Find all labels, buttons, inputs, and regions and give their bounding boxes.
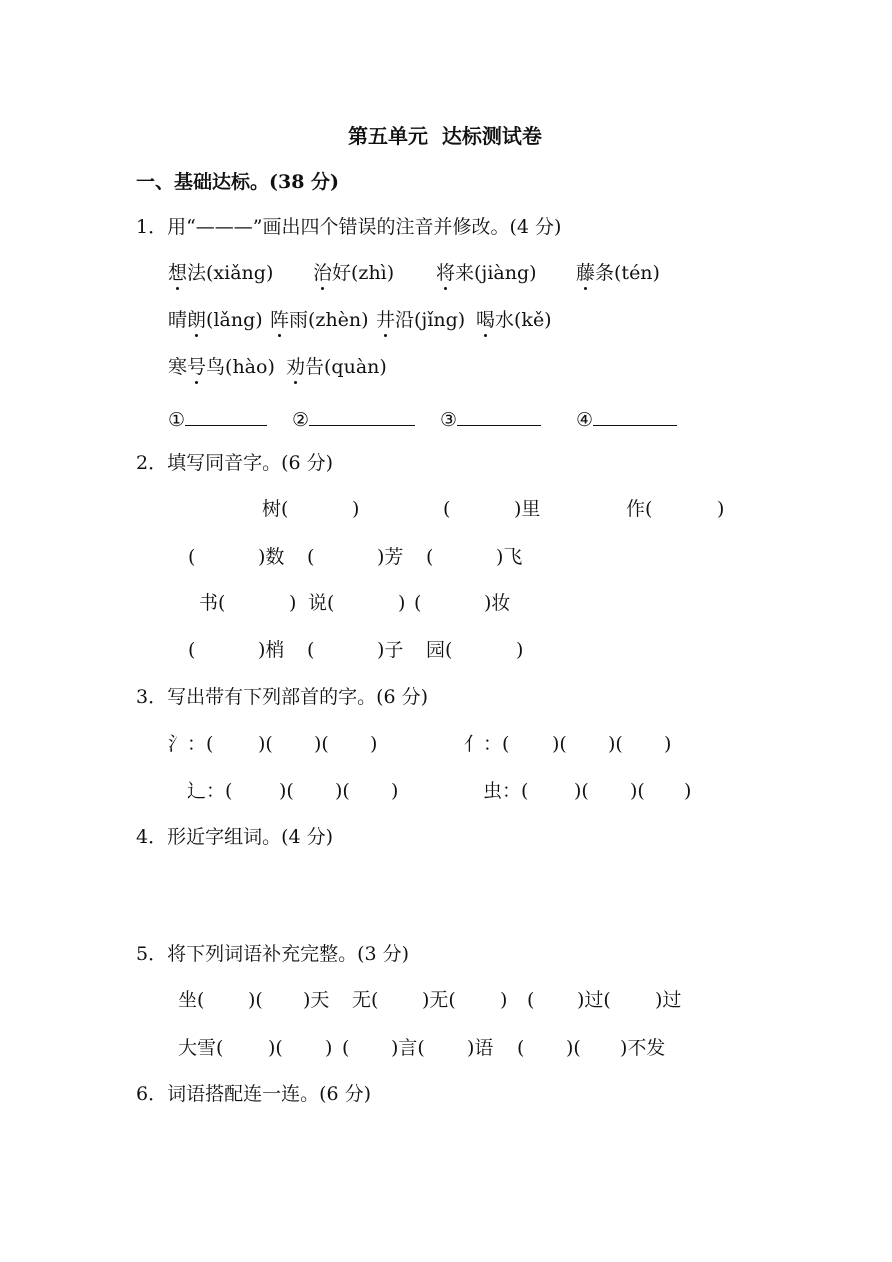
q5-r1-e: )无( — [422, 989, 456, 1011]
question-5-prompt: 5．将下列词语补充完整。(3 分) — [136, 943, 410, 965]
q1-word-4: 藤条(tén) — [576, 262, 660, 284]
q2-r4-b: )梢 — [258, 639, 285, 661]
q1-answer-3[interactable]: ③ — [440, 408, 541, 430]
q3-r2-b: )( — [279, 780, 294, 802]
q2-r2-d: )芳 — [377, 546, 404, 568]
q3-r2-e: 虫：( — [483, 780, 529, 802]
q5-r2-g: ( — [517, 1037, 525, 1059]
q3-r1-a: 氵：( — [168, 733, 214, 755]
q5-r2-d: ( — [342, 1037, 350, 1059]
q1-answer-4[interactable]: ④ — [576, 408, 677, 430]
q1-word-9: 寒号鸟(hào) — [168, 356, 275, 378]
q2-r2-b: )数 — [258, 546, 285, 568]
q2-r2-e: ( — [426, 546, 434, 568]
question-4-prompt: 4．形近字组词。(4 分) — [136, 826, 334, 848]
question-2-prompt: 2．填写同音字。(6 分) — [136, 452, 334, 474]
q1-word-5: 晴朗(lǎng) — [168, 309, 263, 331]
q2-r2-f: )飞 — [496, 546, 523, 568]
question-1-prompt: 1．用“———”画出四个错误的注音并修改。(4 分) — [136, 216, 562, 238]
q3-r1-g: )( — [608, 733, 623, 755]
q2-r1-f: ) — [717, 498, 725, 520]
q2-r3-c: 说( — [308, 592, 335, 614]
q3-r1-e: 亻：( — [464, 733, 510, 755]
q1-answer-2[interactable]: ② — [292, 408, 415, 430]
q5-r2-i: )不发 — [620, 1037, 666, 1059]
q2-r1-d: )里 — [514, 498, 541, 520]
q2-r2-a: ( — [188, 546, 196, 568]
q5-r2-a: 大雪( — [178, 1037, 224, 1059]
q3-r1-d: ) — [370, 733, 378, 755]
q5-r2-e: )言( — [391, 1037, 425, 1059]
q2-r3-b: ) — [289, 592, 297, 614]
q1-answer-1[interactable]: ① — [168, 408, 267, 430]
q2-r1-b: ) — [352, 498, 360, 520]
q5-r2-f: )语 — [467, 1037, 494, 1059]
q2-r3-f: )妆 — [484, 592, 511, 614]
q2-r4-c: ( — [307, 639, 315, 661]
q3-r2-c: )( — [335, 780, 350, 802]
q2-r3-e: ( — [414, 592, 422, 614]
q5-r1-h: )过( — [577, 989, 611, 1011]
q2-r3-a: 书( — [199, 592, 226, 614]
q2-r1-a: 树( — [262, 498, 289, 520]
q5-r1-c: )天 — [303, 989, 330, 1011]
q2-r1-e: 作( — [626, 498, 653, 520]
q3-r2-f: )( — [574, 780, 589, 802]
q3-r1-f: )( — [552, 733, 567, 755]
q5-r1-d: 无( — [352, 989, 379, 1011]
q1-word-6: 阵雨(zhèn) — [270, 309, 369, 331]
q1-word-2: 治好(zhì) — [313, 262, 395, 284]
q2-r2-c: ( — [307, 546, 315, 568]
q2-r4-a: ( — [188, 639, 196, 661]
q2-r3-d: ) — [398, 592, 406, 614]
q3-r2-d: ) — [391, 780, 399, 802]
q3-r2-a: 辶：( — [187, 780, 233, 802]
q2-r4-e: 园( — [426, 639, 453, 661]
q5-r1-i: )过 — [655, 989, 682, 1011]
q5-r1-f: ) — [500, 989, 508, 1011]
q5-r1-b: )( — [248, 989, 263, 1011]
question-3-prompt: 3．写出带有下列部首的字。(6 分) — [136, 686, 429, 708]
q5-r1-g: ( — [527, 989, 535, 1011]
q5-r2-b: )( — [268, 1037, 283, 1059]
q3-r2-g: )( — [630, 780, 645, 802]
q3-r1-h: ) — [664, 733, 672, 755]
section-heading-basic: 一、基础达标。(38 分) — [136, 171, 340, 193]
q2-r1-c: ( — [443, 498, 451, 520]
q1-word-3: 将来(jiàng) — [436, 262, 537, 284]
q1-word-1: 想法(xiǎng) — [168, 262, 274, 284]
question-6-prompt: 6．词语搭配连一连。(6 分) — [136, 1083, 372, 1105]
page-title: 第五单元 达标测试卷 — [348, 124, 542, 148]
q2-r4-f: ) — [516, 639, 524, 661]
q5-r2-h: )( — [566, 1037, 581, 1059]
q1-word-10: 劝告(quàn) — [286, 356, 387, 378]
q3-r2-h: ) — [684, 780, 692, 802]
q1-word-7: 井沿(jǐng) — [376, 309, 466, 331]
q1-word-8: 喝水(kě) — [476, 309, 552, 331]
q3-r1-c: )( — [314, 733, 329, 755]
q5-r1-a: 坐( — [178, 989, 205, 1011]
q2-r4-d: )子 — [377, 639, 404, 661]
q3-r1-b: )( — [258, 733, 273, 755]
q5-r2-c: ) — [325, 1037, 333, 1059]
